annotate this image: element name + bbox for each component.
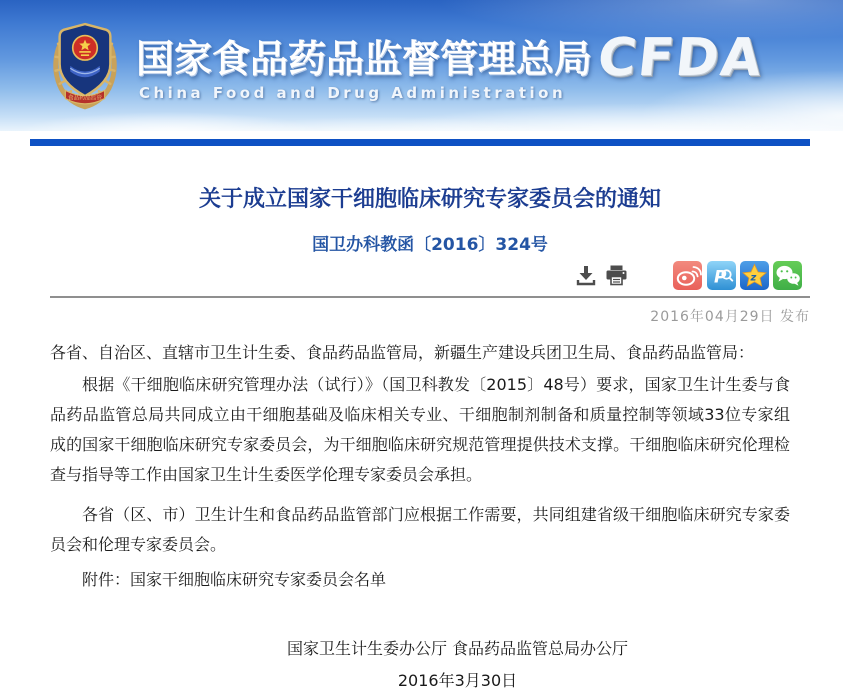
share-tencent-weibo-button[interactable] <box>707 261 736 290</box>
header-divider-bar <box>30 139 810 146</box>
paragraph-salutation: 各省、自治区、直辖市卫生计生委、食品药品监管局，新疆生产建设兵团卫生局、食品药品监管局： <box>50 343 755 362</box>
tencent-weibo-icon <box>707 261 736 290</box>
print-button[interactable] <box>604 263 629 287</box>
attachment-line: 附件：国家干细胞临床研究专家委员会名单 <box>82 570 387 589</box>
cfda-emblem-icon <box>44 20 126 110</box>
qzone-icon <box>740 261 769 290</box>
article-body <box>50 338 810 597</box>
separator-line <box>50 296 810 298</box>
download-button[interactable] <box>574 263 598 287</box>
svg-text:P: P <box>714 267 727 288</box>
download-icon <box>574 263 598 287</box>
site-header-banner <box>0 0 843 131</box>
share-qzone-button[interactable] <box>740 261 769 290</box>
paragraph-main: 根据《干细胞临床研究管理办法（试行）》（国卫科教发〔2015〕48号）要求，国家卫生计生委与食品药品监管总局共同成立由干细胞基础及临床相关专业、干细胞制剂制备和质量控制等领域33位专家组成的国家干细胞临床研究专家委员会，为干细胞临床研究规范管理提供技术支撑。干细胞临床研究伦理检查与指导等工作由国家卫生计生委医学伦理专家委员会承担。 <box>50 375 790 484</box>
svg-text:z: z <box>750 272 757 284</box>
publish-date: 2016年04月29日 发布 <box>650 309 810 325</box>
share-wechat-button[interactable] <box>773 261 802 290</box>
signature-date: 2016年3月30日 <box>397 671 518 690</box>
site-title-zh: 国家食品药品监督管理总局 <box>136 37 593 81</box>
emblem-banner-text: 食品药品监管 <box>67 95 103 102</box>
sina-weibo-icon <box>673 261 702 290</box>
signature-block <box>50 635 810 694</box>
article-content <box>50 160 810 694</box>
signature-offices: 国家卫生计生委办公厅 食品药品监管总局办公厅 <box>286 639 629 658</box>
wechat-icon <box>773 261 802 290</box>
paragraph-provincial: 各省（区、市）卫生计生和食品药品监管部门应根据工作需要，共同组建省级干细胞临床研究专家委员会和伦理专家委员会。 <box>50 505 790 554</box>
article-title: 关于成立国家干细胞临床研究专家委员会的通知 <box>198 187 661 212</box>
print-icon <box>604 263 629 287</box>
document-number: 国卫办科教函〔2016〕324号 <box>312 235 548 255</box>
site-title-en: China Food and Drug Administration <box>139 84 567 102</box>
share-sina-weibo-button[interactable] <box>673 261 702 290</box>
article-toolbar <box>50 260 810 290</box>
site-acronym-cfda: CFDA <box>594 28 767 88</box>
